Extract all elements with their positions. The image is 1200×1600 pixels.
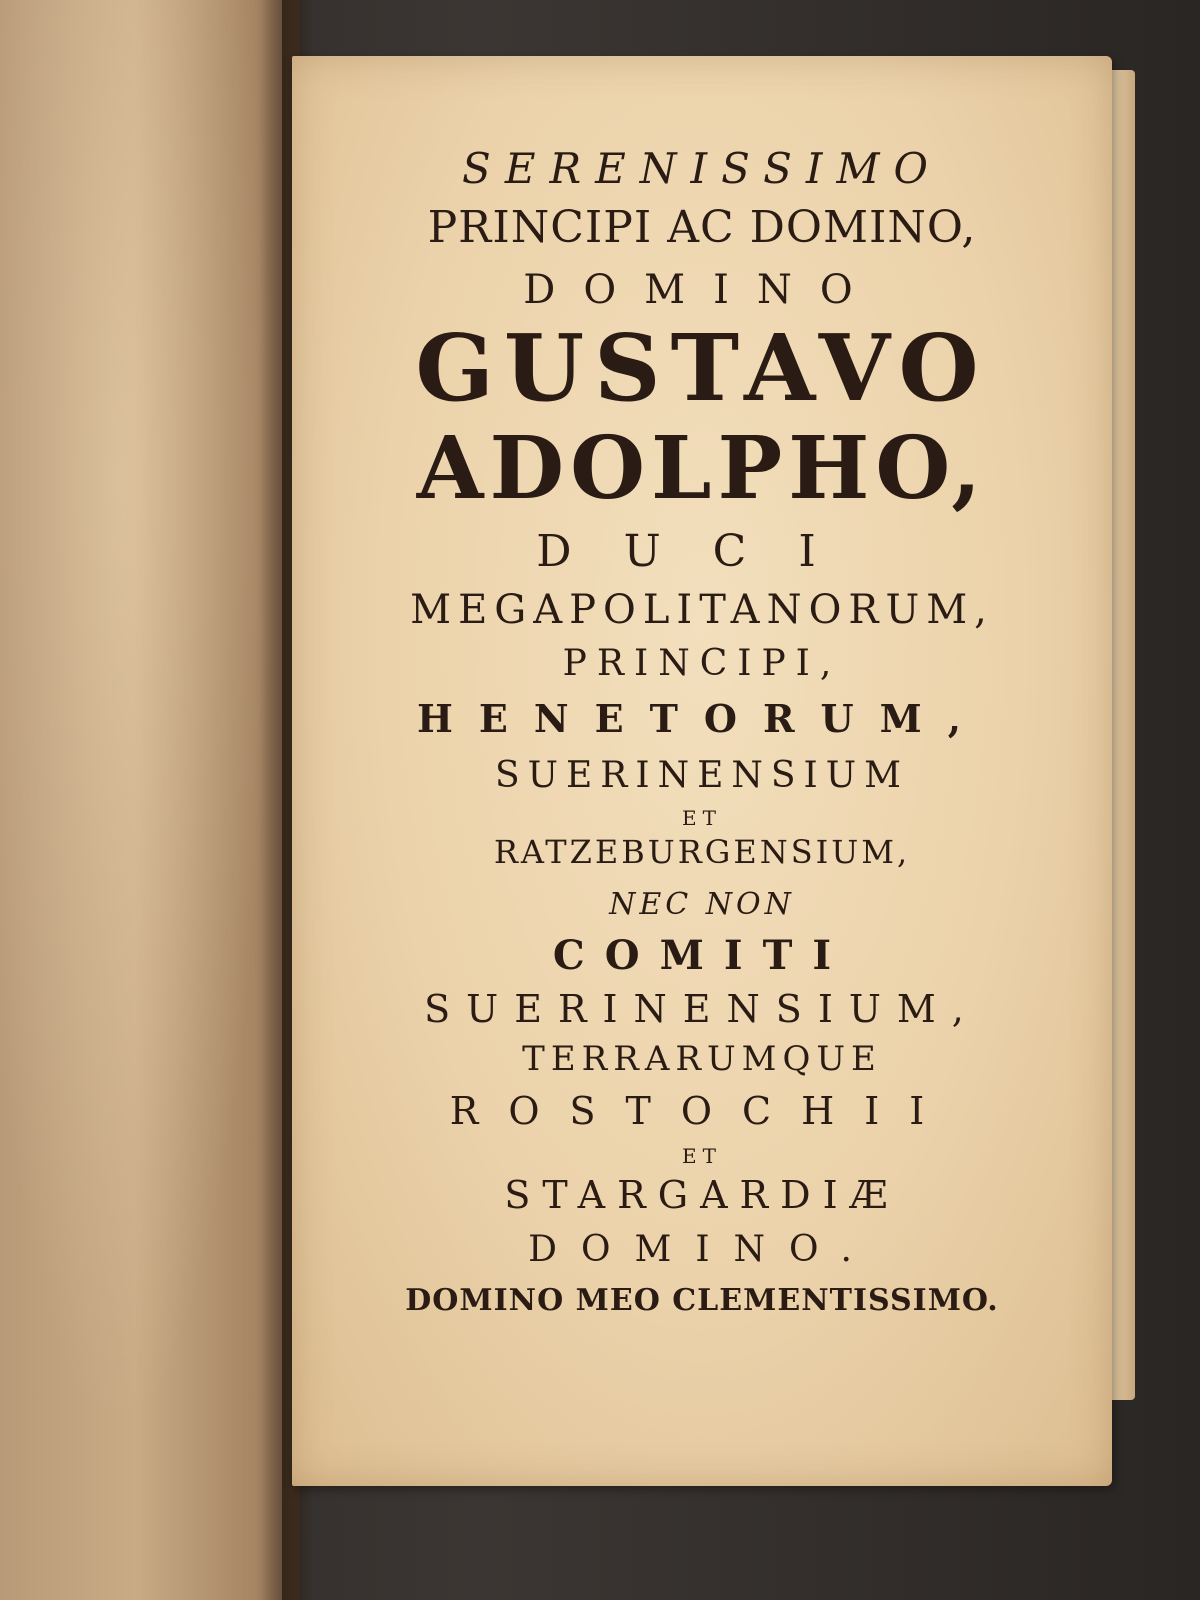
line-domino-meo-clementissimo: DOMINO MEO CLEMENTISSIMO. (405, 1283, 999, 1318)
line-megapolitanorum: MEGAPOLITANORUM, (410, 587, 994, 633)
line-rostochii: ROSTOCHII (449, 1089, 955, 1133)
line-suerinensium-2: SUERINENSIUM, (424, 987, 980, 1031)
line-adolpho: ADOLPHO, (416, 418, 988, 519)
line-ratzeburgensium: RATZEBURGENSIUM, (493, 833, 911, 871)
line-et-2: ET (682, 1144, 722, 1168)
line-serenissimo: SERENISSIMO (462, 144, 942, 193)
line-henetorum: HENETORUM, (417, 696, 987, 741)
line-et-1: ET (682, 806, 722, 830)
line-suerinensium: SUERINENSIUM (495, 755, 909, 796)
line-stargardiae: STARGARDIÆ (504, 1173, 900, 1217)
dedication-page (292, 56, 1112, 1486)
line-domino: DOMINO (523, 267, 881, 313)
line-principi: PRINCIPI, (562, 643, 842, 684)
line-domino-2: DOMINO. (528, 1229, 876, 1270)
line-terrarumque: TERRARUMQUE (522, 1039, 882, 1079)
left-flyleaf (0, 0, 300, 1600)
line-principi-ac-domino: PRINCIPI AC DOMINO, (427, 202, 977, 253)
line-duci: DUCI (536, 526, 868, 577)
line-comiti: COMITI (552, 932, 852, 979)
line-nec-non: NEC NON (609, 887, 795, 922)
line-gustavo: GUSTAVO (415, 314, 989, 422)
